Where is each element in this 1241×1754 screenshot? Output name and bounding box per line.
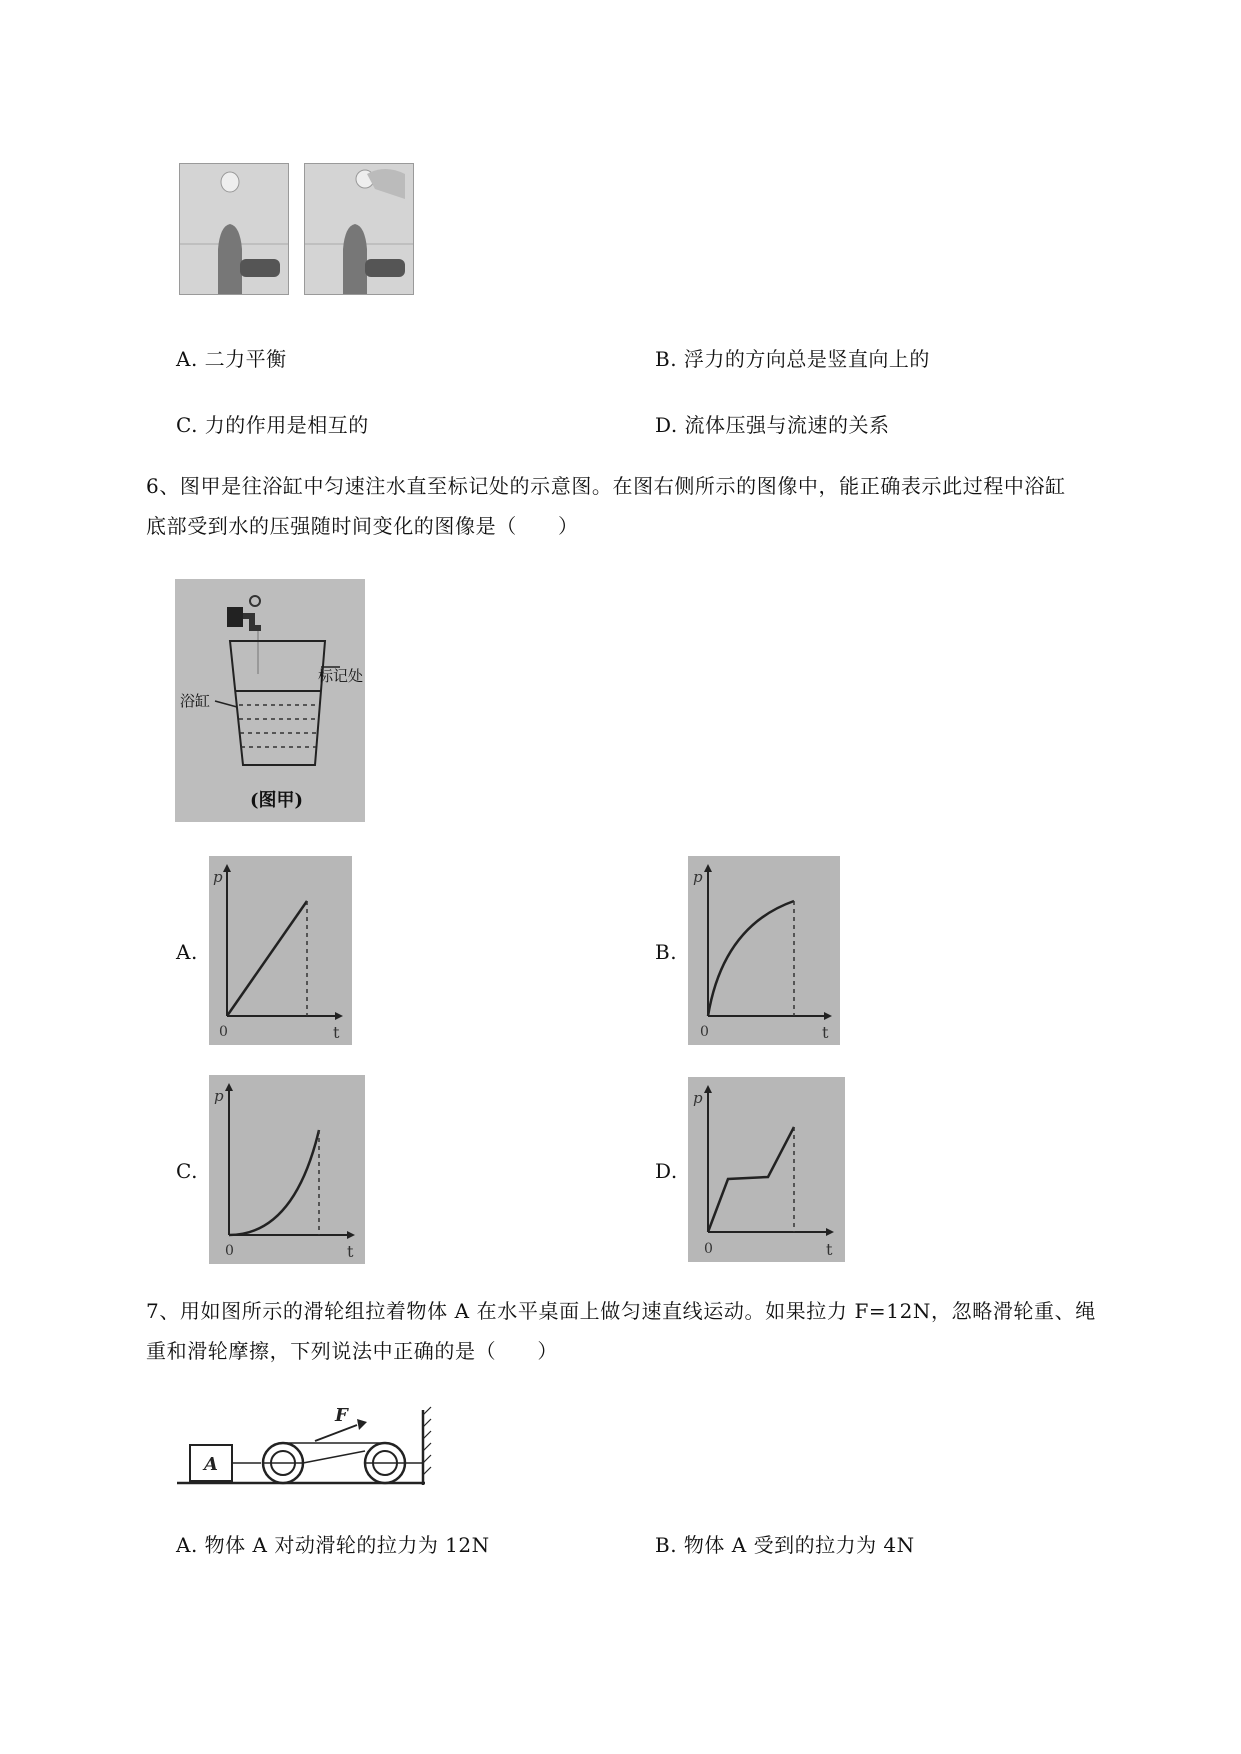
graph-c-origin: 0 — [225, 1243, 234, 1259]
graph-d — [688, 1077, 845, 1262]
q7-stem-line1: 7、用如图所示的滑轮组拉着物体 A 在水平桌面上做匀速直线运动。如果拉力 F=12N，忽略滑轮重、绳 — [146, 1299, 1096, 1323]
hairdryer-ball-image-1 — [180, 164, 288, 294]
q6-option-a-label: A. — [176, 940, 198, 964]
q5-option-c: C. 力的作用是相互的 — [176, 413, 369, 437]
graph-b-x-label: t — [822, 1023, 829, 1042]
graph-b-plot — [688, 856, 840, 1045]
graph-b-origin: 0 — [700, 1024, 709, 1040]
block-a-label: A — [204, 1454, 218, 1475]
q6-option-b-label: B. — [655, 940, 678, 964]
figure-caption: (图甲) — [250, 790, 304, 811]
hairdryer-ball-image-2 — [305, 164, 413, 294]
q5-option-a: A. 二力平衡 — [176, 347, 287, 371]
q5-option-b: B. 浮力的方向总是竖直向上的 — [655, 347, 930, 371]
graph-a-y-label: p — [213, 868, 223, 886]
q6-stem-line1: 6、图甲是往浴缸中匀速注水直至标记处的示意图。在图右侧所示的图像中，能正确表示此过程中浴缸 — [146, 474, 1066, 498]
graph-d-origin: 0 — [704, 1241, 713, 1257]
q7-option-a: A. 物体 A 对动滑轮的拉力为 12N — [176, 1533, 490, 1557]
pulley-diagram — [175, 1405, 435, 1495]
mark-label: 标记处 — [318, 667, 364, 685]
graph-c-y-label: p — [214, 1087, 224, 1105]
graph-a-x-label: t — [333, 1023, 340, 1042]
graph-c-plot — [209, 1075, 365, 1264]
force-f-label: F — [335, 1405, 348, 1426]
graph-a — [209, 856, 352, 1045]
graph-d-plot — [688, 1077, 845, 1262]
graph-b — [688, 856, 840, 1045]
graph-a-origin: 0 — [219, 1024, 228, 1040]
q6-option-c-label: C. — [176, 1159, 198, 1183]
tub-label: 浴缸 — [180, 692, 211, 710]
hairdryer-ball-photo-1 — [179, 163, 289, 295]
pulley-figure — [175, 1405, 435, 1495]
q6-stem-line2: 底部受到水的压强随时间变化的图像是（ ） — [146, 514, 579, 538]
graph-b-y-label: p — [693, 868, 703, 886]
q5-option-d: D. 流体压强与流速的关系 — [655, 413, 890, 437]
hairdryer-ball-photo-2 — [304, 163, 414, 295]
q7-stem-line2: 重和滑轮摩擦，下列说法中正确的是（ ） — [146, 1339, 558, 1363]
graph-d-x-label: t — [826, 1240, 833, 1259]
graph-a-plot — [209, 856, 352, 1045]
graph-c — [209, 1075, 365, 1264]
graph-d-y-label: p — [693, 1089, 703, 1107]
q7-option-b: B. 物体 A 受到的拉力为 4N — [655, 1533, 915, 1557]
q6-option-d-label: D. — [655, 1159, 678, 1183]
graph-c-x-label: t — [347, 1242, 354, 1261]
